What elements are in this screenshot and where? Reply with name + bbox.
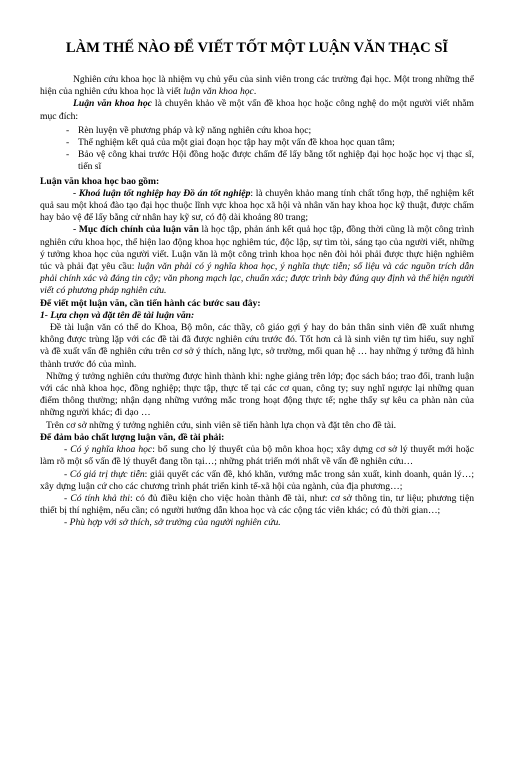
requirements-italic: luận văn phải có ý nghĩa khoa học, ý nghĩa thực tiễn; số liệu và các nguồn trích dẫn phải chính xác và đáng tin cậy; văn phong mạch lạc, chuẩn xác; được trình bày đúng quy định và thể hiện người viết có phương pháp nghiên cứu.	[40, 261, 474, 297]
type-item-text: : là chuyên khảo mang tính chất tổng hợp, thể nghiệm kết quả sau một khoá đào tạo đại học thuộc lĩnh vực khoa học xã hội và nhân văn hay khoa học kỹ thuật, được chấm hay bảo vệ để lấy bằng cử nhân hay kỹ sư, có độ dài khoảng 80 trang;	[40, 187, 474, 224]
intro-end: .	[253, 86, 257, 98]
quality-item-text: : giải quyết các vấn đề, khó khăn, vướng mắc trong sản xuất, kinh doanh, quản lý…; xây dựng luận cứ cho các chương trình phát triển kinh tế-xã hội của ngành, của địa phương…;	[40, 468, 474, 492]
intro-paragraph	[40, 74, 474, 98]
quality-item	[40, 517, 474, 529]
definition-paragraph	[40, 98, 474, 122]
body-paragraph: Đề tài luận văn có thể do Khoa, Bộ môn, các thầy, cô giáo gợi ý hay do bản thân sinh viên đề xuất nhưng không được trùng lặp với các đề tài đã được nghiên cứu trước đó. Tốt hơn cả là sinh viên tự tìm hiểu, suy nghĩ và đề xuất vấn đề nghiên cứu trên cơ sở ý thích, năng lực, sở trường, mối quan hệ … hay những ý tưởng đã hình thành trước đó của mình.	[40, 322, 474, 370]
quality-item-text: : bổ sung cho lý thuyết của bộ môn khoa học; xây dựng cơ sở lý thuyết mới hoặc làm rõ một số vấn đề lý thuyết đang tồn tại…; những phát triển mới nhất về vấn đề nghiên cứu…	[40, 444, 475, 468]
quality-item-text: : có đủ điều kiện cho việc hoàn thành đề tài, như: cơ sở thông tin, tư liệu; phương tiện thiết bị thí nghiệm, nếu cần; có người hướng dẫn khoa học và các cộng tác viên khác; có đủ thời gian…;	[40, 492, 474, 517]
intro-text: Nghiên cứu khoa học là nhiệm vụ chủ yếu của sinh viên trong các trường đại học. Một trong những thể hiện của nghiên cứu khoa học là viết	[40, 74, 474, 98]
type-item-thesis	[40, 188, 474, 225]
section-heading: Luận văn khoa học bao gồm:	[40, 175, 160, 187]
body-paragraph: Những ý tưởng nghiên cứu thường được hình thành khi: nghe giảng trên lớp; đọc sách báo; trao đổi, tranh luận với các nhà khoa học, đồng nghiệp; thực tập, thực tế tại các cơ quan, công ty; suy nghĩ ngược lại những quan điểm thông thường; nhận dạng những vướng mắc trong hoạt động thực tế; nghe thấy sự kêu ca phàn nàn của những người khác; đi dạo …	[40, 370, 474, 419]
quality-item-label: - Có giá trị thực tiễn	[64, 468, 145, 480]
list-item: - Thể nghiệm kết quả của một giai đoạn học tập hay một vấn đề khoa học quan tâm;	[66, 137, 474, 149]
section-heading: Để viết một luận văn, cần tiến hành các bước sau đây:	[40, 297, 261, 309]
list-item: - Rèn luyện về phương pháp và kỹ năng nghiên cứu khoa học;	[66, 125, 474, 137]
type-item-label: - Mục đích chính của luận văn	[73, 224, 199, 236]
definition-term: Luận văn khoa học	[73, 98, 152, 110]
type-item-label: - Khoá luận tốt nghiệp hay Đồ án tốt nghiệp	[73, 187, 251, 199]
type-item-purpose	[40, 224, 474, 297]
list-item: - Bảo vệ công khai trước Hội đồng hoặc được chấm để lấy bằng tốt nghiệp đại học hoặc học vị thạc sĩ, tiến sĩ	[66, 149, 474, 173]
intro-italic-term: luận văn khoa học	[183, 86, 254, 98]
purpose-list	[40, 125, 474, 174]
quality-item-label: - Có tính khả thi	[64, 492, 130, 504]
page-title: LÀM THẾ NÀO ĐỂ VIẾT TỐT MỘT LUẬN VĂN THẠC SĨ	[65, 40, 449, 56]
quality-item	[40, 469, 474, 493]
step-heading: 1- Lựa chọn và đặt tên đề tài luận văn:	[40, 309, 195, 321]
type-item-text: là học tập, phản ánh kết quả học tập, đồng thời cũng là một công trình nghiên cứu khoa học, thể hiện lao động khoa học nghiêm túc, độc lập, sự tìm tòi, sáng tạo của người viết, những ý tưởng khoa học của người viết. Luận văn là một công trình khoa học nên đòi hỏi phải được thực hiện nghiêm túc và phải đạt yêu cầu:	[40, 224, 475, 273]
quality-item-label: - Phù hợp với sở thích, sở trường của người nghiên cứu.	[64, 517, 281, 529]
body-paragraph: Trên cơ sở những ý tưởng nghiên cứu, sinh viên sẽ tiến hành lựa chọn và đặt tên cho đề tài.	[46, 419, 397, 431]
quality-item-label: - Có ý nghĩa khoa học	[64, 444, 153, 456]
definition-text: là chuyên khảo về một vấn đề khoa học hoặc công nghệ do một người viết nhằm mục đích:	[40, 98, 474, 122]
quality-item	[40, 444, 474, 468]
quality-item	[40, 493, 474, 517]
section-heading: Để đảm bảo chất lượng luận văn, đề tài phải:	[40, 431, 225, 443]
